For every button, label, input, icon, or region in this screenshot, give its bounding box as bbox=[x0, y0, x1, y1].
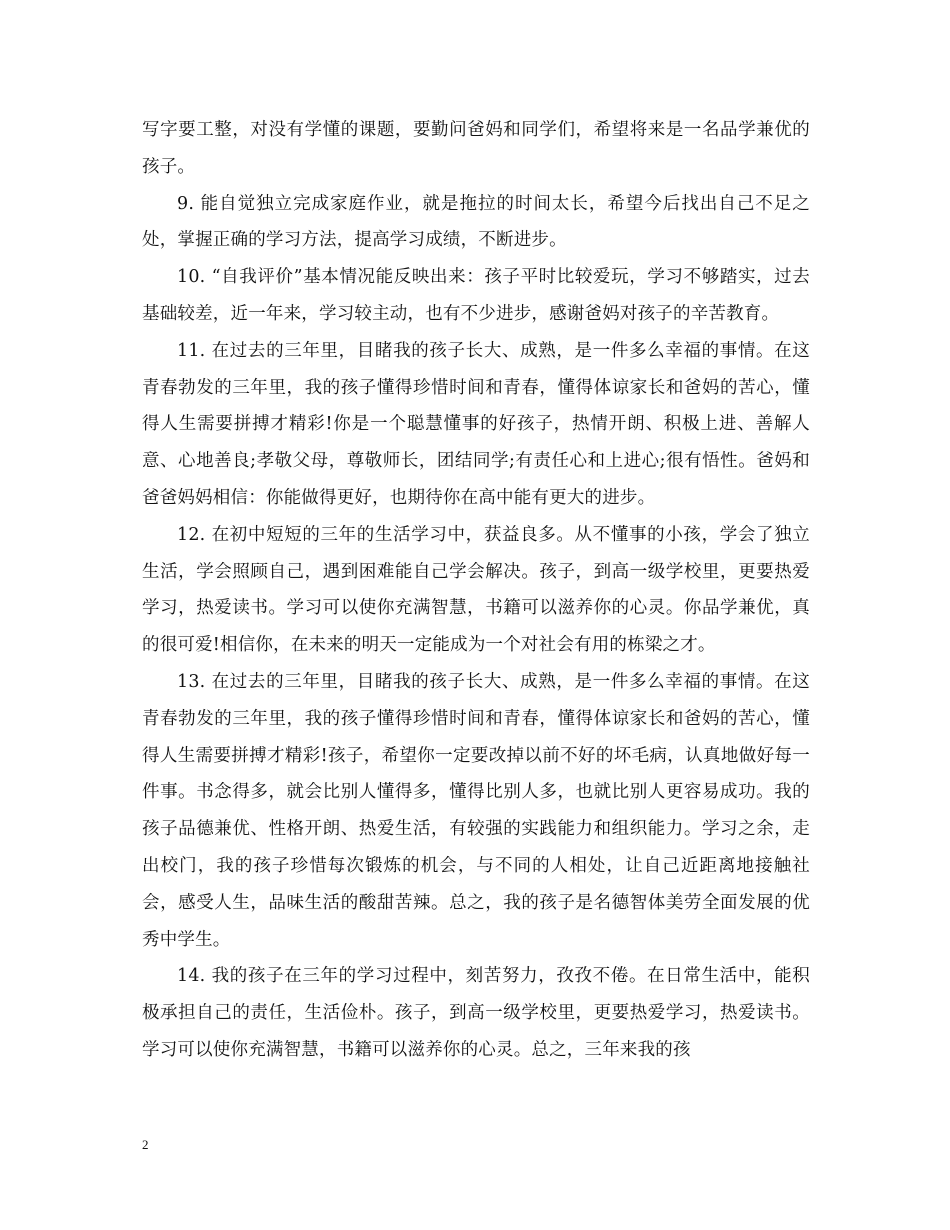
page-number: 2 bbox=[142, 1137, 149, 1152]
paragraph-item-14: 14. 我的孩子在三年的学习过程中，刻苦努力，孜孜不倦。在日常生活中，能积极承担自己的责任，生活俭朴。孩子，到高一级学校里，更要热爱学习，热爱读书。学习可以使你充满智慧，书籍可以滋养你的心灵。总之，三年来我的孩 bbox=[142, 966, 810, 1060]
paragraph-item-10: 10. “自我评价”基本情况能反映出来：孩子平时比较爱玩，学习不够踏实，过去基础较差，近一年来，学习较主动，也有不少进步，感谢爸妈对孩子的辛苦教育。 bbox=[142, 267, 810, 324]
paragraph-continuation: 写字要工整，对没有学懂的课题，要勤问爸妈和同学们，希望将来是一名品学兼优的孩子。 bbox=[142, 120, 810, 177]
paragraph-item-11: 11. 在过去的三年里，目睹我的孩子长大、成熟，是一件多么幸福的事情。在这青春勃发的三年里，我的孩子懂得珍惜时间和青春，懂得体谅家长和爸妈的苦心，懂得人生需要拼搏才精彩!你是一个聪慧懂事的好孩子，热情开朗、积极上进、善解人意、心地善良;孝敬父母，尊敬师长，团结同学;有责任心和上进心;很有悟性。爸妈和爸爸妈妈相信：你能做得更好，也期待你在高中能有更大的进步。 bbox=[142, 340, 810, 508]
paragraph-item-9: 9. 能自觉独立完成家庭作业，就是拖拉的时间太长，希望今后找出自己不足之处，掌握正确的学习方法，提高学习成绩，不断进步。 bbox=[142, 193, 810, 251]
document-body bbox=[142, 112, 810, 1069]
paragraph-item-12: 12. 在初中短短的三年的生活学习中，获益良多。从不懂事的小孩，学会了独立生活，学会照顾自己，遇到困难能自己学会解决。孩子，到高一级学校里，更要热爱学习，热爱读书。学习可以使你充满智慧，书籍可以滋养你的心灵。你品学兼优，真的很可爱!相信你，在未来的明天一定能成为一个对社会有用的栋梁之才。 bbox=[142, 524, 810, 656]
paragraph-item-13: 13. 在过去的三年里，目睹我的孩子长大、成熟，是一件多么幸福的事情。在这青春勃发的三年里，我的孩子懂得珍惜时间和青春，懂得体谅家长和爸妈的苦心，懂得人生需要拼搏才精彩!孩子，希望你一定要改掉以前不好的坏毛病，认真地做好每一件事。书念得多，就会比别人懂得多，懂得比别人多，也就比别人更容易成功。我的孩子品德兼优、性格开朗、热爱生活，有较强的实践能力和组织能力。学习之余，走出校门，我的孩子珍惜每次锻炼的机会，与不同的人相处，让自己近距离地接触社会，感受人生，品味生活的酸甜苦辣。总之，我的孩子是名德智体美劳全面发展的优秀中学生。 bbox=[142, 671, 810, 950]
